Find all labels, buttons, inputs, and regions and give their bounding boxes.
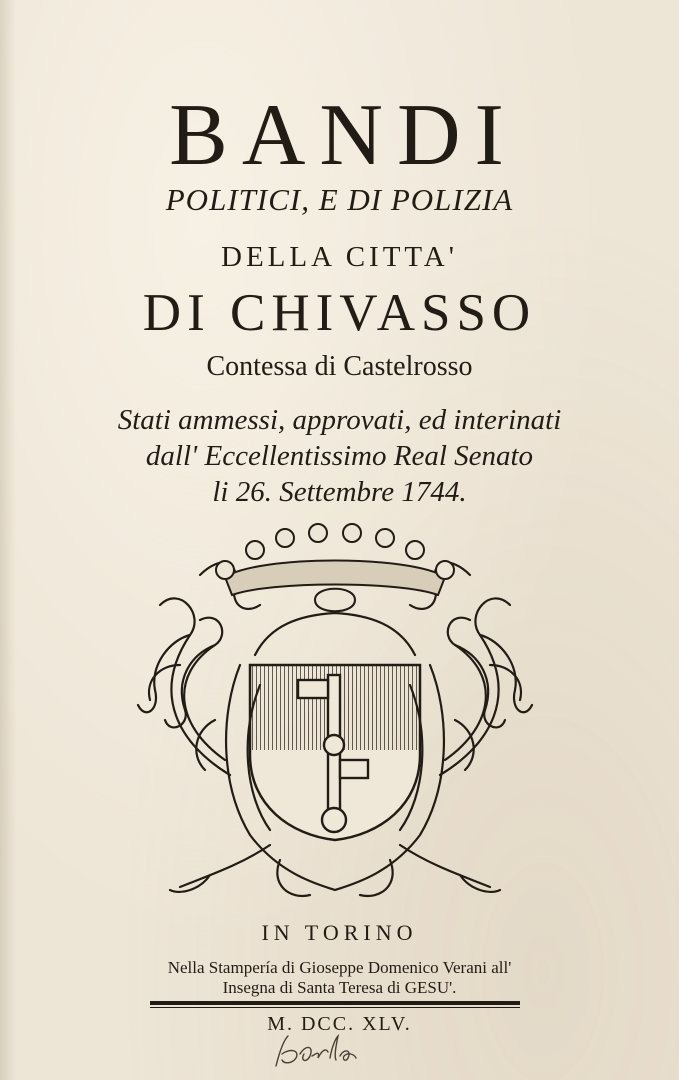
publication-year: M. DCC. XLV. (267, 1013, 412, 1035)
place-of-printing: IN TORINO (261, 920, 418, 945)
approval-line-2: dall' Eccellentissimo Real Senato (145, 440, 534, 472)
printer-line-1: Nella Stampería di Gioseppe Domenico Verani all' (167, 958, 512, 977)
handwritten-signature (266, 1030, 376, 1074)
contessa-line: Contessa di Castelrosso (206, 351, 473, 382)
subtitle: POLITICI, E DI POLIZIA (165, 182, 514, 217)
della-citta-line: DELLA CITTA' (221, 241, 458, 273)
printer-line-2: Insegna di Santa Teresa di GESU'. (222, 978, 457, 997)
city-name: DI CHIVASSO (142, 284, 537, 342)
approval-line-1: Stati ammessi, approvati, ed interinati (117, 404, 562, 436)
divider-rule-thin (150, 1007, 520, 1008)
approval-line-3: li 26. Settembre 1744. (212, 476, 467, 508)
main-title: BANDI (169, 87, 518, 184)
coat-of-arms-emblem (120, 515, 550, 925)
divider-rule (150, 1001, 520, 1005)
